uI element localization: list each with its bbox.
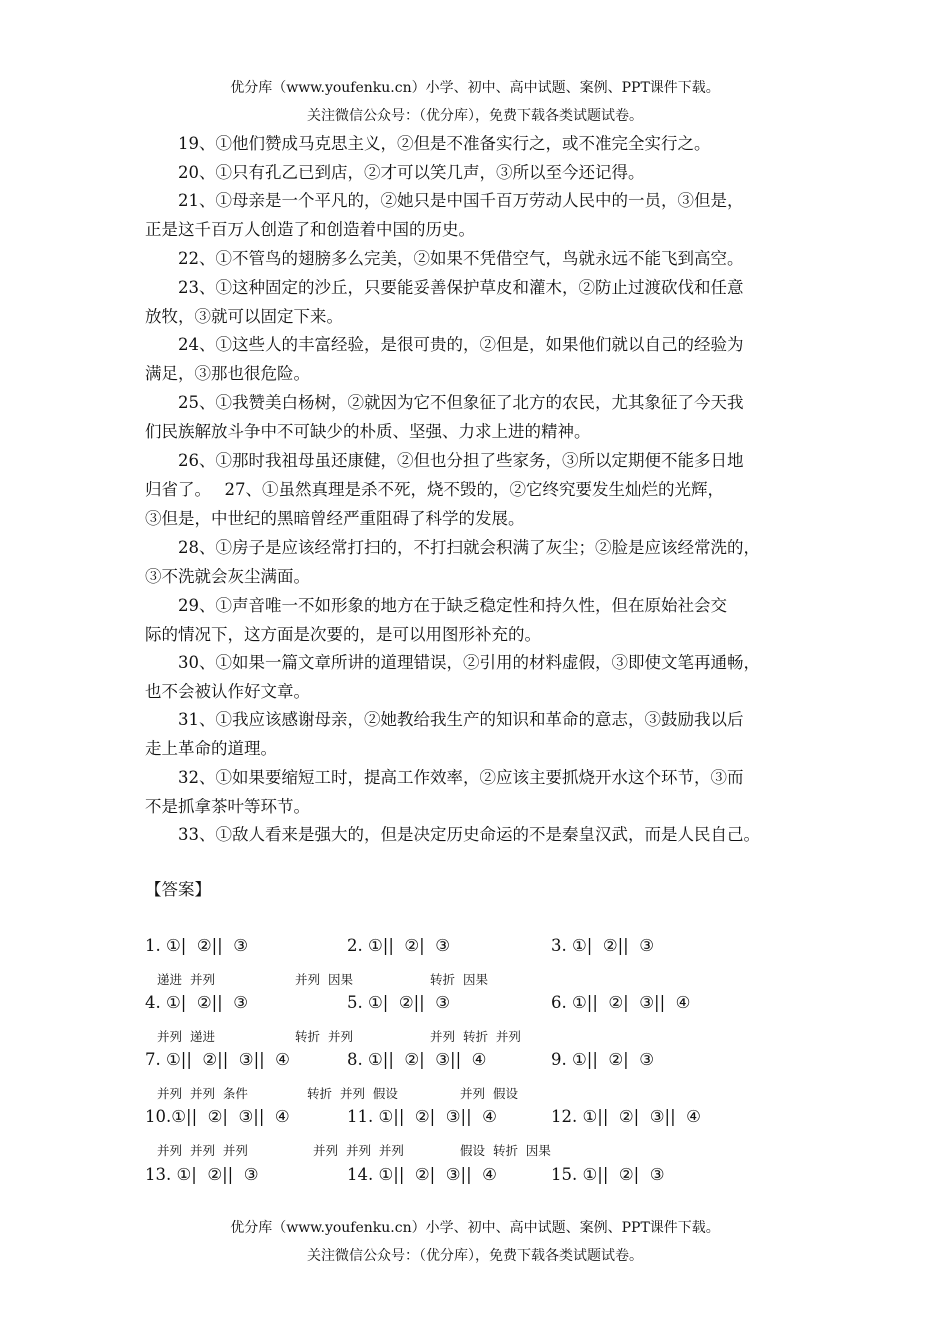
answer-4: 4. ①| ②|| ③	[145, 993, 249, 1012]
answer-label-11: 并列 并列 并列	[313, 1143, 404, 1158]
question-25: 25、①我赞美白杨树，②就因为它不但象征了北方的农民，尤其象征了今天我 们民族解放斗争中不可缺少的朴质、坚强、力求上进的精神。	[145, 393, 744, 441]
answer-13: 13. ①| ②|| ③	[145, 1165, 259, 1184]
answer-14: 14. ①|| ②| ③|| ④	[347, 1165, 497, 1184]
answer-1: 1. ①| ②|| ③	[145, 936, 249, 955]
question-29: 29、①声音唯一不如形象的地方在于缺乏稳定性和持久性，但在原始社会交 际的情况下，这方面是次要的，是可以用图形补充的。	[145, 596, 727, 644]
answer-label-12: 假设 转折 因果	[460, 1143, 551, 1158]
header-line-1: 优分库（www.youfenku.cn）小学、初中、高中试题、案例、PPT课件下载。	[230, 80, 720, 96]
question-30: 30、①如果一篇文章所讲的道理错误，②引用的材料虚假，③即使文笔再通畅， 也不会被认作好文章。	[145, 653, 760, 701]
question-33: 33、①敌人看来是强大的，但是决定历史命运的不是秦皇汉武，而是人民自己。	[178, 825, 760, 844]
answer-label-4: 并列 递进	[157, 1029, 215, 1044]
answer-label-10: 并列 并列 并列	[157, 1143, 248, 1158]
question-32: 32、①如果要缩短工时，提高工作效率，②应该主要抓烧开水这个环节，③而 不是抓拿茶叶等环节。	[145, 768, 744, 816]
answer-9: 9. ①|| ②| ③	[551, 1050, 655, 1069]
answer-15: 15. ①|| ②| ③	[551, 1165, 665, 1184]
answer-label-8: 转折 并列 假设	[307, 1086, 398, 1101]
answer-6: 6. ①|| ②| ③|| ④	[551, 993, 691, 1012]
answer-label-9: 并列 假设	[460, 1086, 518, 1101]
question-22: 22、①不管鸟的翅膀多么完美，②如果不凭借空气，鸟就永远不能飞到高空。	[178, 249, 744, 268]
question-23: 23、①这种固定的沙丘，只要能妥善保护草皮和灌木，②防止过渡砍伐和任意 放牧，③就可以固定下来。	[145, 278, 744, 326]
answer-8: 8. ①|| ②| ③|| ④	[347, 1050, 487, 1069]
question-19: 19、①他们赞成马克思主义，②但是不准备实行之，或不准完全实行之。	[178, 134, 711, 153]
question-26-27: 26、①那时我祖母虽还康健，②但也分担了些家务，③所以定期便不能多日地 归省了。 27、①虽然真理是杀不死，烧不毁的，②它终究要发生灿烂的光辉， ③但是，中世纪的黑暗曾经严重阻碍了科学的发展。	[145, 451, 744, 528]
answer-label-2: 并列 因果	[295, 972, 353, 987]
answer-title: 【答案】	[145, 880, 211, 899]
answer-label-6: 并列 转折 并列	[430, 1029, 521, 1044]
footer-line-1: 优分库（www.youfenku.cn）小学、初中、高中试题、案例、PPT课件下载。	[230, 1220, 720, 1236]
answer-5: 5. ①| ②|| ③	[347, 993, 451, 1012]
question-20: 20、①只有孔乙已到店，②才可以笑几声，③所以至今还记得。	[178, 163, 645, 182]
header-line-2: 关注微信公众号：（优分库），免费下载各类试题试卷。	[307, 108, 643, 124]
answer-3: 3. ①| ②|| ③	[551, 936, 655, 955]
answer-12: 12. ①|| ②| ③|| ④	[551, 1107, 701, 1126]
footer-line-2: 关注微信公众号：（优分库），免费下载各类试题试卷。	[307, 1248, 643, 1264]
answer-label-7: 并列 并列 条件	[157, 1086, 248, 1101]
answer-11: 11. ①|| ②| ③|| ④	[347, 1107, 497, 1126]
answer-label-5: 转折 并列	[295, 1029, 353, 1044]
answer-label-1: 递进 并列	[157, 972, 215, 987]
question-31: 31、①我应该感谢母亲，②她教给我生产的知识和革命的意志，③鼓励我以后 走上革命的道理。	[145, 710, 744, 758]
question-24: 24、①这些人的丰富经验，是很可贵的，②但是，如果他们就以自己的经验为 满足，③那也很危险。	[145, 335, 744, 383]
answer-10: 10.①|| ②| ③|| ④	[145, 1107, 290, 1126]
answer-7: 7. ①|| ②|| ③|| ④	[145, 1050, 290, 1069]
answer-2: 2. ①|| ②| ③	[347, 936, 451, 955]
question-21: 21、①母亲是一个平凡的，②她只是中国千百万劳动人民中的一员，③但是， 正是这千百万人创造了和创造着中国的历史。	[145, 191, 744, 239]
answer-label-3: 转折 因果	[430, 972, 488, 987]
question-28: 28、①房子是应该经常打扫的，不打扫就会积满了灰尘；②脸是应该经常洗的， ③不洗就会灰尘满面。	[145, 538, 760, 586]
